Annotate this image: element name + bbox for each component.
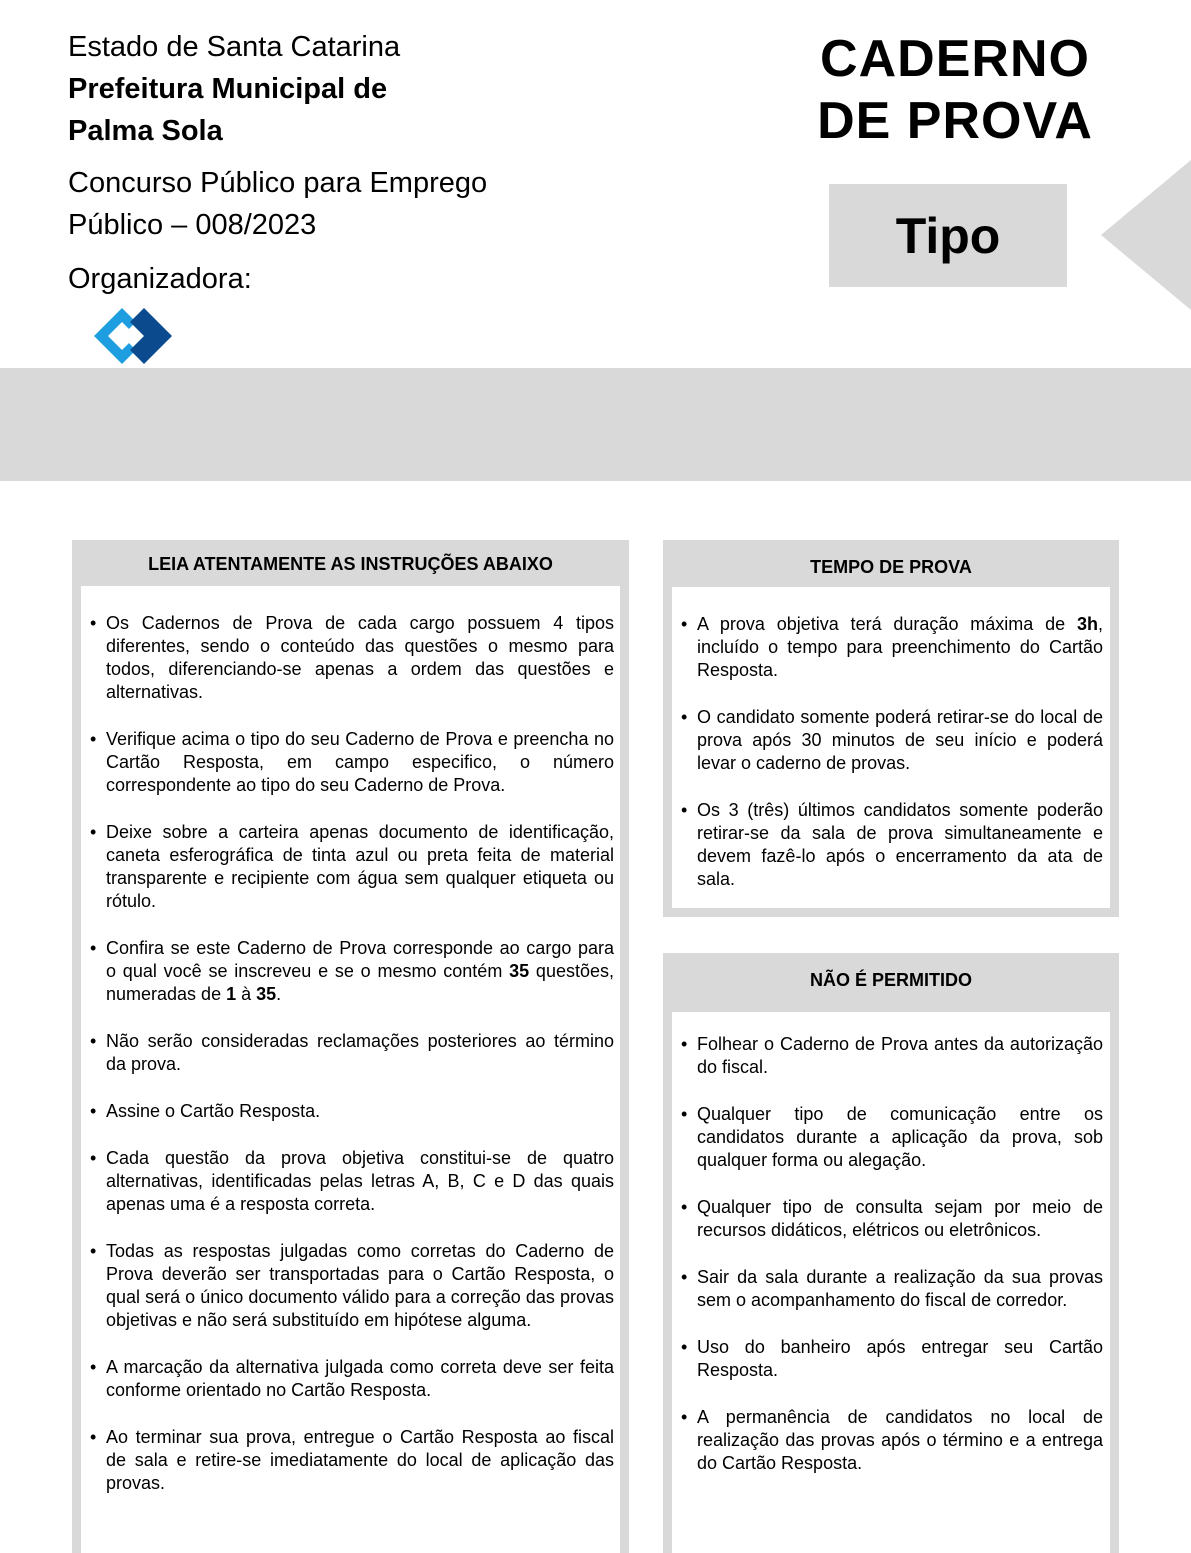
prefecture-name-line2: Palma Sola [68,115,223,147]
gray-band [0,368,1191,481]
page-title [800,28,1110,152]
instructions-panel [72,540,629,1553]
not-allowed-panel [663,953,1119,1553]
contest-name-line1: Concurso Público para Emprego [68,167,488,199]
organizer-logo-icon [92,305,174,367]
list-item: • Todas as respostas julgadas como corretas do Caderno de Prova deverão ser transportadas para o Cartão Resposta, o qual será o único documento válido para a correção das provas objetivas e não será substituído em hipótese alguma. [90,1241,614,1330]
list-item: • Folhear o Caderno de Prova antes da autorização do fiscal. [681,1034,1103,1077]
time-body [672,587,1110,908]
instructions-body [81,586,620,1553]
list-item: • Os Cadernos de Prova de cada cargo possuem 4 tipos diferentes, sendo o conteúdo das questões o mesmo para todos, diferenciando-se apenas a ordem das questões e alternativas. [90,613,614,702]
list-item: • A permanência de candidatos no local de realização das provas após o término e a entrega do Cartão Resposta. [681,1407,1103,1473]
prefecture-name-line1: Prefeitura Municipal de [68,73,388,105]
list-item: • Sair da sala durante a realização da sua provas sem o acompanhamento do fiscal de corredor. [681,1267,1103,1310]
exam-type-label: Tipo [895,207,1001,264]
list-item: • Não serão consideradas reclamações posteriores ao término da prova. [90,1031,614,1074]
not-allowed-body [672,1012,1110,1553]
header-info [68,26,688,300]
list-item: • O candidato somente poderá retirar-se do local de prova após 30 minutos de seu início e poderá levar o caderno de provas. [681,707,1103,773]
list-item: • Uso do banheiro após entregar seu Cartão Resposta. [681,1337,1103,1380]
list-item: • Verifique acima o tipo do seu Caderno de Prova e preencha no Cartão Resposta, em campo especifico, o número correspondente ao tipo do seu Caderno de Prova. [90,729,614,795]
list-item: • Assine o Cartão Resposta. [90,1101,321,1121]
title-line1: CADERNO [820,30,1090,88]
list-item: • Deixe sobre a carteira apenas documento de identificação, caneta esferográfica de tinta azul ou preta feita de material transparente e recipiente com água sem qualquer etiqueta ou rótulo. [90,822,614,911]
list-item: • A marcação da alternativa julgada como correta deve ser feita conforme orientado no Cartão Resposta. [90,1357,614,1400]
list-item: • Qualquer tipo de comunicação entre os candidatos durante a aplicação da prova, sob qualquer forma ou alegação. [681,1104,1103,1170]
time-panel [663,540,1119,917]
list-item: • Ao terminar sua prova, entregue o Cartão Resposta ao fiscal de sala e retire-se imediatamente do local de aplicação das provas. [90,1427,614,1493]
list-item: • Qualquer tipo de consulta sejam por meio de recursos didáticos, elétricos ou eletrônicos. [681,1197,1103,1240]
organizer-label: Organizadora: [68,263,252,295]
not-allowed-heading: NÃO É PERMITIDO [809,970,972,990]
list-item: • Os 3 (três) últimos candidatos somente poderão retirar-se da sala de prova simultaneamente e devem fazê-lo após o encerramento da ata de sala. [681,800,1103,889]
list-item: • A prova objetiva terá duração máxima de 3h, incluído o tempo para preenchimento do Cartão Resposta. [681,614,1103,680]
triangle-marker-icon [1101,160,1191,310]
instructions-heading: LEIA ATENTAMENTE AS INSTRUÇÕES ABAIXO [148,554,553,574]
time-heading: TEMPO DE PROVA [810,557,972,577]
list-item: • Cada questão da prova objetiva constitui-se de quatro alternativas, identificadas pelas letras A, B, C e D das quais apenas uma é a resposta correta. [90,1148,614,1214]
title-line2: DE PROVA [817,92,1093,150]
exam-type-box [829,184,1067,287]
contest-name-line2: Público – 008/2023 [68,209,317,241]
state-name: Estado de Santa Catarina [68,31,401,63]
list-item: • Confira se este Caderno de Prova corresponde ao cargo para o qual você se inscreveu e se o mesmo contém 35 questões, numeradas de 1 à 35. [90,938,614,1004]
